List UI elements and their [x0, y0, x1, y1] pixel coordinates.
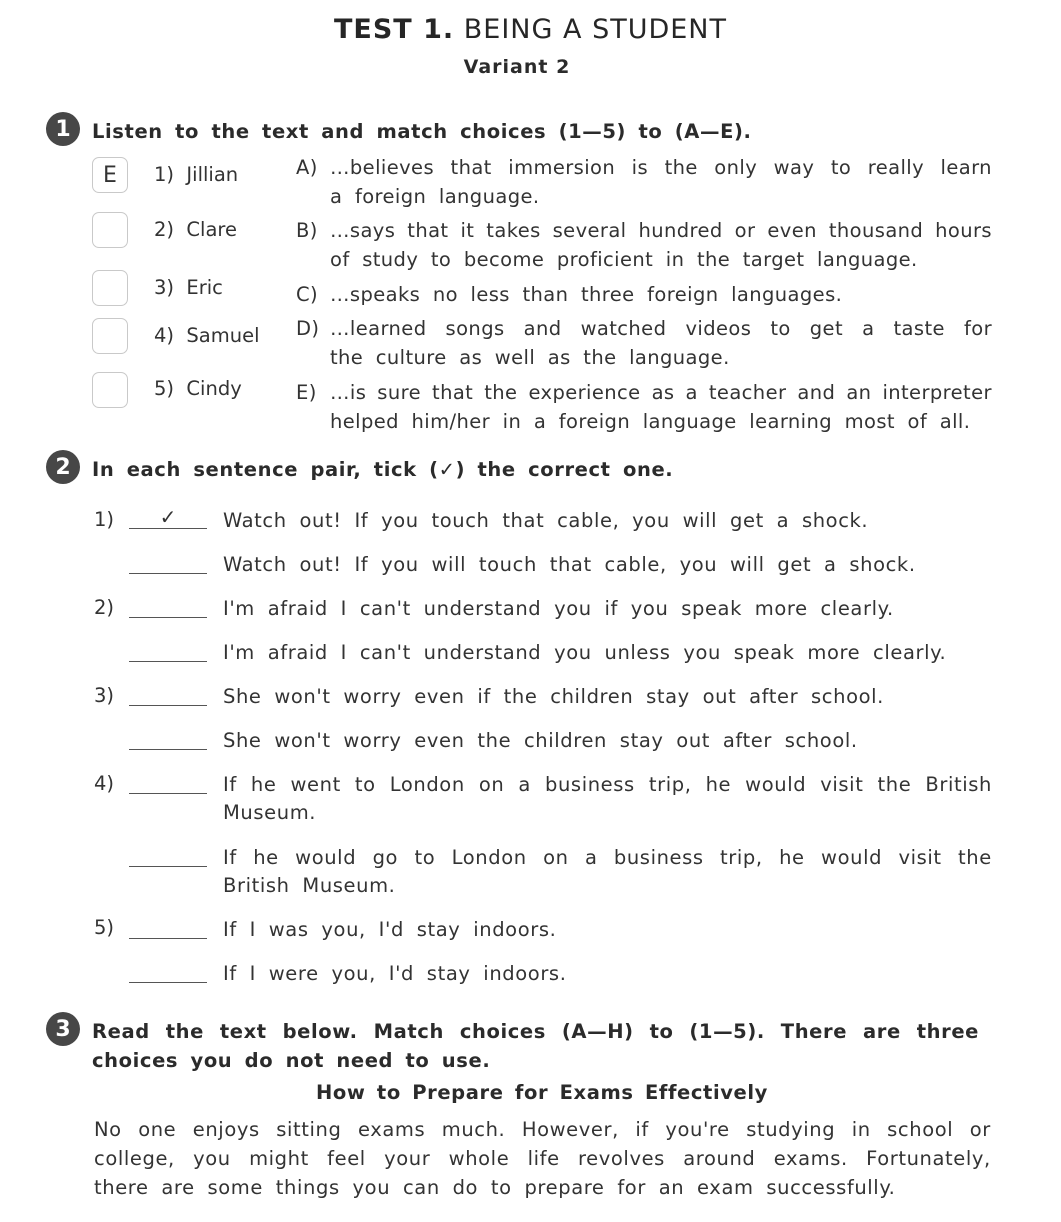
choice-item-b [296, 216, 992, 274]
task3-number-badge: 3 [46, 1012, 80, 1046]
choice-text-cont: of study to become proficient in the target language. [330, 248, 918, 271]
task1-number-badge: 1 [46, 112, 80, 146]
person-item-2 [154, 218, 237, 241]
page-title [0, 14, 1061, 45]
pair-number-2: 2) [94, 596, 115, 619]
sentence-2a: I'm afraid I can't understand you if you speak more clearly. [223, 597, 894, 620]
person-number: 1) [154, 163, 175, 186]
sentence-5b: If I were you, I'd stay indoors. [223, 962, 567, 985]
paragraph-line-1: No one enjoys sitting exams much. However, if you're studying in school or [94, 1118, 991, 1141]
choice-text-cont: the culture as well as the language. [330, 346, 730, 369]
answer-box-1[interactable]: E [92, 157, 128, 193]
person-number: 4) [154, 324, 175, 347]
choice-text: …is sure that the experience as a teacher and an interpreter [330, 381, 992, 404]
variant-label: Variant 2 [463, 56, 571, 78]
pair-number-4: 4) [94, 772, 115, 795]
sentence-2b: I'm afraid I can't understand you unless you speak more clearly. [223, 641, 947, 664]
tick-blank-1a[interactable]: ✓ [129, 506, 207, 529]
paragraph-line-3: there are some things you can do to prepare for an exam successfully. [94, 1176, 896, 1199]
task3-instruction-line1: Read the text below. Match choices (A—H) to (1—5). There are three [92, 1020, 979, 1043]
tick-blank-3a[interactable] [129, 683, 207, 706]
pair-number-1: 1) [94, 508, 115, 531]
sentence-3b: She won't worry even the children stay out after school. [223, 729, 858, 752]
paragraph-line-2: college, you might feel your whole life revolves around exams. Fortunately, [94, 1147, 991, 1170]
sentence-4a [223, 771, 992, 827]
choice-item-c [296, 280, 992, 309]
reading-paragraph [94, 1115, 991, 1202]
person-item-5 [154, 377, 242, 400]
title-test-number: TEST 1. [334, 14, 455, 45]
tick-blank-2a[interactable] [129, 595, 207, 618]
task2-instruction: In each sentence pair, tick (✓) the correct one. [92, 458, 674, 481]
choice-item-d [296, 314, 992, 372]
choice-letter: C) [296, 283, 319, 306]
tick-blank-4a[interactable] [129, 771, 207, 794]
person-name: Eric [186, 276, 223, 299]
choice-text-cont: helped him/her in a foreign language learning most of all. [330, 410, 971, 433]
tick-blank-3b[interactable] [129, 727, 207, 750]
choice-item-e [296, 378, 992, 436]
sentence-4b-line2: British Museum. [223, 874, 396, 897]
choice-letter: A) [296, 156, 318, 179]
task1-instruction: Listen to the text and match choices (1—5) to (A—E). [92, 120, 752, 143]
task2-header [46, 455, 673, 484]
choice-text: …speaks no less than three foreign languages. [330, 283, 843, 306]
sentence-3a: She won't worry even if the children stay out after school. [223, 685, 884, 708]
answer-box-3[interactable] [92, 270, 128, 306]
person-item-4 [154, 324, 260, 347]
tick-blank-1b[interactable] [129, 551, 207, 574]
person-name: Clare [186, 218, 237, 241]
choice-letter: E) [296, 381, 317, 404]
person-number: 3) [154, 276, 175, 299]
answer-box-2[interactable] [92, 212, 128, 248]
task1-header [46, 117, 752, 146]
person-name: Samuel [186, 324, 260, 347]
sentence-1a: Watch out! If you touch that cable, you will get a shock. [223, 509, 869, 532]
title-topic: BEING A STUDENT [463, 14, 727, 45]
tick-blank-5b[interactable] [129, 960, 207, 983]
person-name: Jillian [186, 163, 239, 186]
person-item-1 [154, 163, 238, 186]
task2-number-badge: 2 [46, 450, 80, 484]
choice-text: …learned songs and watched videos to get a taste for [330, 317, 992, 340]
choice-text-cont: a foreign language. [330, 185, 540, 208]
choice-letter: B) [296, 219, 318, 242]
person-number: 2) [154, 218, 175, 241]
reading-text-title: How to Prepare for Exams Effectively [316, 1081, 768, 1104]
sentence-5a: If I was you, I'd stay indoors. [223, 918, 557, 941]
person-number: 5) [154, 377, 175, 400]
pair-number-3: 3) [94, 684, 115, 707]
choice-text: …believes that immersion is the only way to really learn [330, 156, 992, 179]
sentence-4b-line1: If he would go to London on a business trip, he would visit the [223, 846, 992, 869]
pair-number-5: 5) [94, 916, 115, 939]
sentence-4a-line2: Museum. [223, 801, 317, 824]
choice-text: …says that it takes several hundred or even thousand hours [330, 219, 992, 242]
sentence-4a-line1: If he went to London on a business trip, he would visit the British [223, 773, 992, 796]
tick-blank-2b[interactable] [129, 639, 207, 662]
person-item-3 [154, 276, 223, 299]
tick-blank-4b[interactable] [129, 844, 207, 867]
choice-item-a [296, 153, 992, 211]
sentence-1b: Watch out! If you will touch that cable, you will get a shock. [223, 553, 916, 576]
task3-instruction-line2: choices you do not need to use. [92, 1049, 491, 1072]
task3-header [46, 1017, 979, 1075]
choice-letter: D) [296, 317, 320, 340]
task3-instruction [92, 1017, 979, 1075]
answer-box-4[interactable] [92, 318, 128, 354]
answer-box-5[interactable] [92, 372, 128, 408]
tick-blank-5a[interactable] [129, 916, 207, 939]
sentence-4b [223, 844, 992, 900]
person-name: Cindy [186, 377, 242, 400]
